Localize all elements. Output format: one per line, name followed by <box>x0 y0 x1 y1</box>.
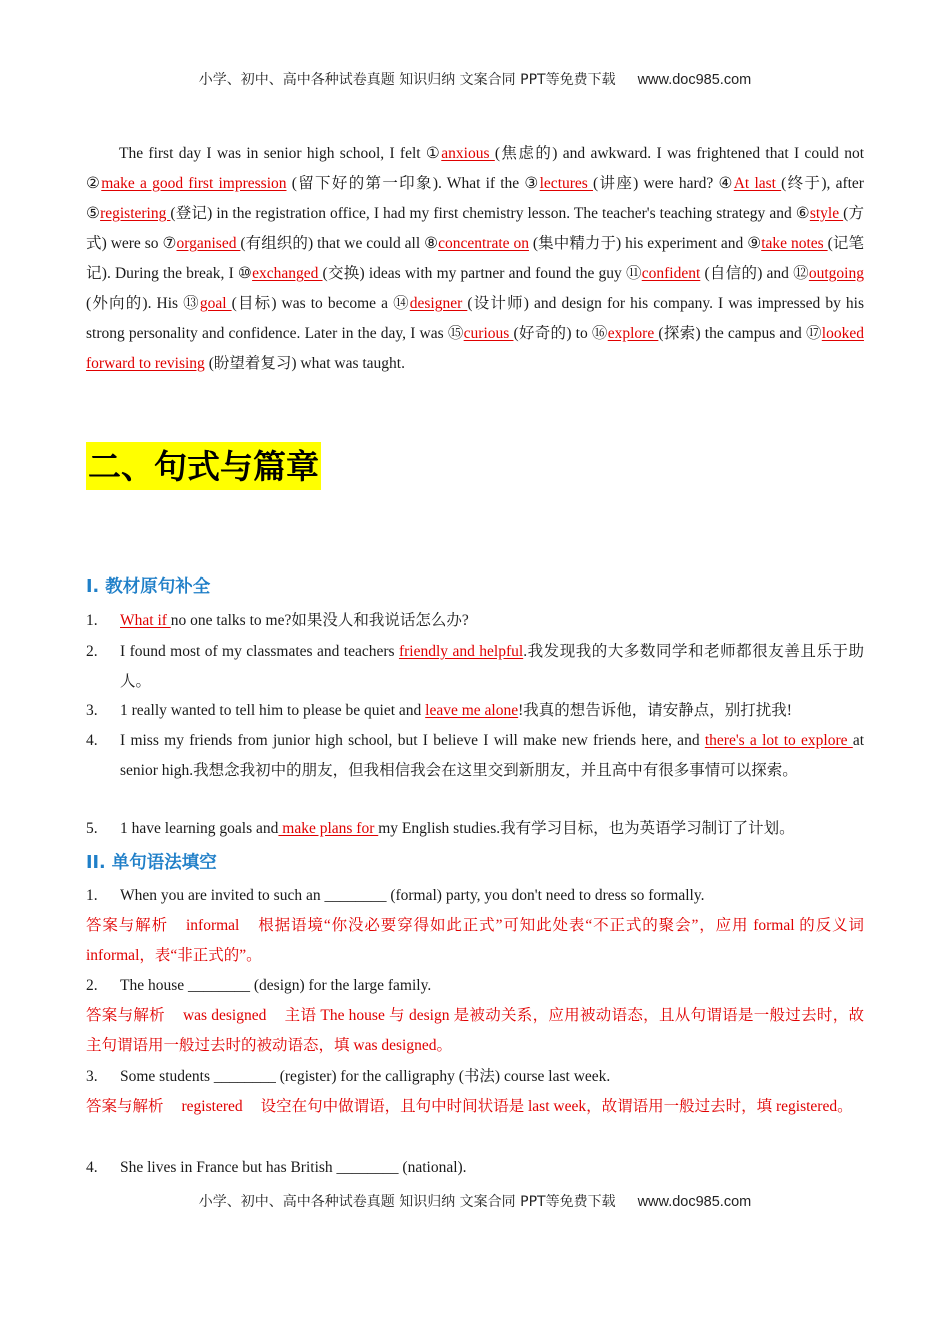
part1-item <box>86 726 864 785</box>
passage-answer: curious <box>463 325 514 342</box>
item-text: !我真的想告诉他，请安静点，别打扰我! <box>518 702 792 719</box>
passage-text: (终于), after ⑤ <box>86 175 864 222</box>
item-text: 1 really wanted to tell him to please be quiet and <box>120 702 426 719</box>
header-url[interactable]: www.doc985.com <box>637 72 752 88</box>
page-header <box>0 69 950 89</box>
answer-key: registered <box>181 1098 243 1115</box>
passage-answer: organised <box>176 235 241 252</box>
part1-item <box>86 637 864 696</box>
part1-item <box>86 696 864 726</box>
passage-answer: concentrate on <box>438 235 529 252</box>
item-text: at senior high.我想念我初中的朋友，但我相信我会在这里交到新朋友，并且高中有很多事情可以探索。 <box>120 732 864 779</box>
answer-tag: 答案与解析 <box>86 917 168 934</box>
part1-item <box>86 814 864 844</box>
passage-text: (焦虑的) and awkward. I was frightened that I could not ② <box>86 145 865 192</box>
header-text: 小学、初中、高中各种试卷真题 知识归纳 文案合同 PPT等免费下载 <box>198 72 616 88</box>
footer-text: 小学、初中、高中各种试卷真题 知识归纳 文案合同 PPT等免费下载 <box>198 1194 616 1210</box>
passage-answer: confident <box>641 265 701 282</box>
part2-question <box>86 1062 864 1092</box>
answer-explanation <box>86 1001 864 1061</box>
passage-text: (交换) ideas with my partner and found the guy ⑪ <box>322 265 642 282</box>
passage-answer: designer <box>409 295 468 312</box>
passage-text: (方式) were so ⑦ <box>86 205 864 252</box>
answer-explanation-text: 主语 The house 与 design 是被动关系，应用被动语态，且从句谓语是一般过去时，故主句谓语用一般过去时的被动语态，填 was designed。 <box>86 1007 864 1054</box>
question-number: 1. <box>86 887 98 904</box>
question-text: She lives in France but has British ________ (national). <box>120 1159 467 1176</box>
part2-title: II. 单句语法填空 <box>86 853 217 873</box>
passage-answer: style <box>809 205 844 222</box>
part1-title: I. 教材原句补全 <box>86 577 211 597</box>
item-text: no one talks to me?如果没人和我说话怎么办? <box>170 612 469 629</box>
passage-text: (记笔记). During the break, I ⑩ <box>86 235 864 282</box>
item-text: I miss my friends from junior high school, but I believe I will make new friends here, and <box>120 732 705 749</box>
passage-answer: outgoing <box>808 265 864 282</box>
answer-explanation <box>86 911 864 971</box>
item-number: 4. <box>86 732 98 749</box>
answer-explanation <box>86 1092 864 1122</box>
passage-answer: registering <box>100 205 171 222</box>
passage-text: The first day I was in senior high school, I felt ① <box>119 145 442 162</box>
passage-text: (好奇的) to ⑯ <box>513 325 608 342</box>
item-number: 5. <box>86 820 98 837</box>
passage-text: (设计师) and design for his company. I was impressed by his strong personality and confidence. Later in the day, I was ⑮ <box>86 295 864 342</box>
item-answer: make plans for <box>278 820 379 837</box>
answer-tag: 答案与解析 <box>86 1007 165 1024</box>
footer-url[interactable]: www.doc985.com <box>637 1194 752 1210</box>
item-answer: What if <box>120 612 171 629</box>
item-answer: there's a lot to explore <box>704 732 853 749</box>
answer-key: informal <box>185 917 240 934</box>
passage-text: (盼望着复习) what was taught. <box>204 355 405 372</box>
section-title: 二、句式与篇章 <box>86 442 321 490</box>
passage-answer: lectures <box>539 175 594 192</box>
part2-question <box>86 971 864 1001</box>
passage-answer: anxious <box>441 145 495 162</box>
item-text: my English studies.我有学习目标，也为英语学习制订了计划。 <box>378 820 795 837</box>
item-answer: leave me alone <box>425 702 519 719</box>
passage-text: (讲座) were hard? ④ <box>593 175 734 192</box>
passage-text: (有组织的) that we could all ⑧ <box>240 235 439 252</box>
item-text: 1 have learning goals and <box>120 820 279 837</box>
passage-answer: goal <box>199 295 232 312</box>
passage-text: (集中精力于) his experiment and ⑨ <box>528 235 762 252</box>
item-answer: friendly and helpful <box>398 643 524 660</box>
part2-question <box>86 881 864 911</box>
question-text: When you are invited to such an ________ (formal) party, you don't need to dress so formally. <box>120 887 705 904</box>
answer-explanation-text: 设空在句中做谓语，且句中时间状语是 last week，故谓语用一般过去时，填 registered。 <box>260 1098 853 1115</box>
question-text: Some students ________ (register) for the calligraphy (书法) course last week. <box>120 1068 611 1085</box>
item-number: 1. <box>86 612 98 629</box>
part2-question <box>86 1153 864 1183</box>
answer-explanation-text: 根据语境“你没必要穿得如此正式”可知此处表“不正式的聚会”，应用 formal 的反义词 informal，表“非正式的”。 <box>86 917 864 964</box>
passage-answer: At last <box>733 175 782 192</box>
question-number: 3. <box>86 1068 98 1085</box>
item-number: 2. <box>86 643 98 660</box>
passage-answer: make a good first impression <box>101 175 287 192</box>
passage-text: (自信的) and ⑫ <box>700 265 809 282</box>
page-footer <box>0 1191 950 1211</box>
question-number: 4. <box>86 1159 98 1176</box>
question-number: 2. <box>86 977 98 994</box>
passage-answer: explore <box>607 325 659 342</box>
answer-key: was designed <box>182 1007 267 1024</box>
passage-answer: exchanged <box>252 265 323 282</box>
passage-text: (外向的). His ⑬ <box>86 295 200 312</box>
passage <box>86 139 864 379</box>
question-text: The house ________ (design) for the large family. <box>120 977 432 994</box>
passage-answer: take notes <box>761 235 828 252</box>
passage-text: (目标) was to become a ⑭ <box>231 295 410 312</box>
part1-item <box>86 606 864 636</box>
item-number: 3. <box>86 702 98 719</box>
passage-text: (留下好的第一印象). What if the ③ <box>286 175 540 192</box>
passage-answer: looked forward to revising <box>86 325 864 372</box>
answer-tag: 答案与解析 <box>86 1098 164 1115</box>
item-text: .我发现我的大多数同学和老师都很友善且乐于助人。 <box>120 643 864 690</box>
passage-text: (探索) the campus and ⑰ <box>658 325 822 342</box>
item-text: I found most of my classmates and teachers <box>120 643 399 660</box>
passage-text: (登记) in the registration office, I had my first chemistry lesson. The teacher's teaching strategy and ⑥ <box>170 205 810 222</box>
